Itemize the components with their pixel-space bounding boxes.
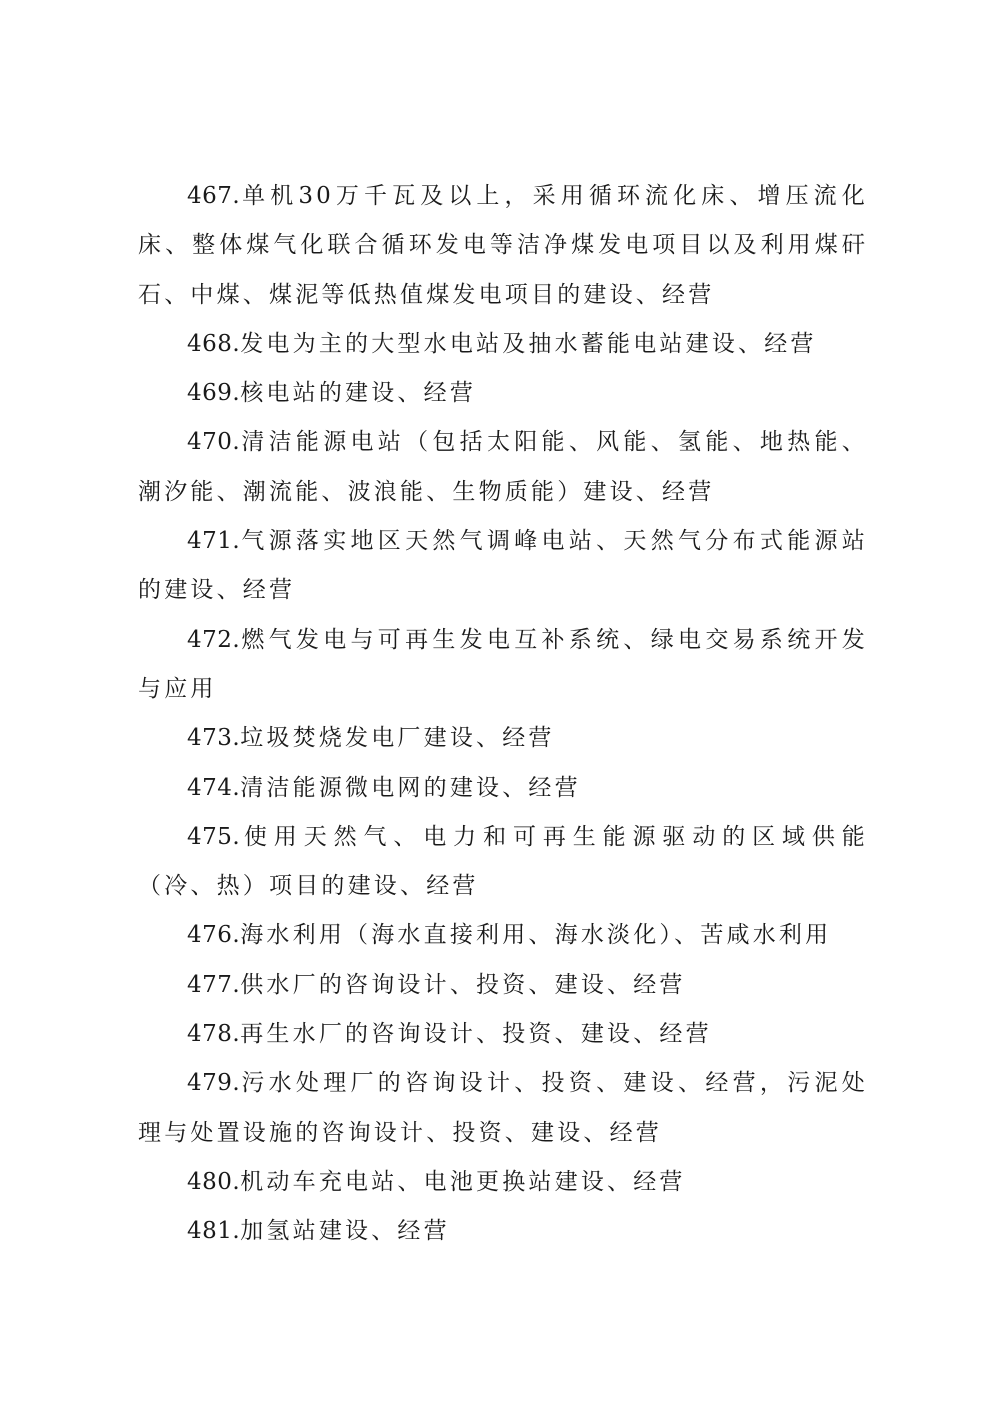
item-text: 气源落实地区天然气调峰电站、天然气分布式能源站的建设、经营 <box>138 528 868 604</box>
list-item-473 <box>138 714 868 763</box>
item-text: 再生水厂的咨询设计、投资、建设、经营 <box>240 1021 712 1048</box>
list-item-479 <box>138 1059 868 1158</box>
list-item-480 <box>138 1158 868 1207</box>
item-text: 发电为主的大型水电站及抽水蓄能电站建设、经营 <box>240 330 817 357</box>
item-text: 清洁能源微电网的建设、经营 <box>240 774 581 801</box>
item-text: 单机30万千瓦及以上，采用循环流化床、增压流化床、整体煤气化联合循环发电等洁净煤发电项目以及利用煤矸石、中煤、煤泥等低热值煤发电项目的建设、经营 <box>138 183 868 308</box>
item-text: 加氢站建设、经营 <box>240 1218 450 1245</box>
list-item-475 <box>138 813 868 912</box>
item-text: 污水处理厂的咨询设计、投资、建设、经营，污泥处理与处置设施的咨询设计、投资、建设、经营 <box>138 1070 868 1146</box>
list-item-468 <box>138 320 868 369</box>
list-item-481 <box>138 1207 868 1256</box>
item-text: 核电站的建设、经营 <box>240 380 477 407</box>
item-text: 清洁能源电站（包括太阳能、风能、氢能、地热能、潮汐能、潮流能、波浪能、生物质能）建设、经营 <box>138 429 868 505</box>
list-item-474 <box>138 764 868 813</box>
item-number: 474. <box>187 774 241 801</box>
item-number: 471. <box>187 528 241 555</box>
list-item-476 <box>138 911 868 960</box>
item-number: 473. <box>187 725 241 752</box>
item-number: 479. <box>187 1070 241 1097</box>
item-number: 477. <box>187 971 241 998</box>
item-text: 机动车充电站、电池更换站建设、经营 <box>240 1168 686 1195</box>
item-text: 使用天然气、电力和可再生能源驱动的区域供能（冷、热）项目的建设、经营 <box>138 823 868 900</box>
list-item-472 <box>138 616 868 715</box>
list-item-477 <box>138 961 868 1010</box>
item-number: 478. <box>187 1021 241 1048</box>
document-body <box>138 172 868 1257</box>
item-number: 475. <box>187 823 241 850</box>
list-item-470 <box>138 418 868 517</box>
item-number: 470. <box>187 429 241 456</box>
item-number: 481. <box>187 1218 241 1245</box>
item-text: 燃气发电与可再生发电互补系统、绿电交易系统开发与应用 <box>138 626 868 702</box>
list-item-478 <box>138 1010 868 1059</box>
item-number: 472. <box>187 626 241 653</box>
list-item-467 <box>138 172 868 320</box>
item-text: 垃圾焚烧发电厂建设、经营 <box>240 725 555 752</box>
list-item-471 <box>138 517 868 616</box>
item-number: 468. <box>187 330 241 357</box>
item-number: 469. <box>187 380 241 407</box>
item-number: 476. <box>187 922 241 949</box>
item-number: 480. <box>187 1168 241 1195</box>
item-number: 467. <box>187 183 241 209</box>
item-text: 供水厂的咨询设计、投资、建设、经营 <box>240 971 686 998</box>
list-item-469 <box>138 369 868 418</box>
item-text: 海水利用（海水直接利用、海水淡化）、苦咸水利用 <box>240 922 832 949</box>
